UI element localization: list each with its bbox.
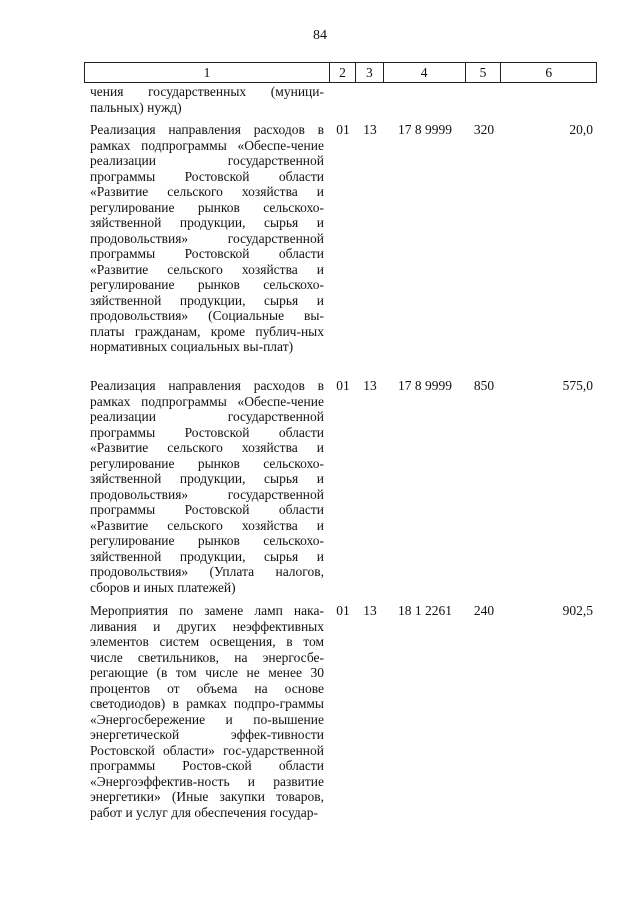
row-amount: 575,0 bbox=[562, 378, 593, 393]
header-col-5: 5 bbox=[466, 63, 502, 82]
row-description: чения государственных (муници-пальных) нужд) bbox=[90, 84, 324, 115]
row-expense-type bbox=[466, 84, 502, 122]
row-target-code: 17 8 9999 bbox=[398, 378, 452, 393]
row-description: Реализация направления расходов в рамках подпрограммы «Обеспе-чение реализации государственной программы Ростовской области «Развитие сельского хозяйства и регулирование рынков сельскохо-зяйственной продукции, сырья и продовольствия» государственной программы Ростовской области «Развитие сельского хозяйства и регулирование рынков сельскохо-зяйственной продукции, сырья и продовольствия» (Уплата налогов, сборов и иных платежей) bbox=[90, 378, 324, 595]
row-target-code: 17 8 9999 bbox=[398, 122, 452, 137]
row-amount: 902,5 bbox=[562, 603, 593, 618]
row-section: 01 bbox=[336, 603, 350, 618]
row-section: 01 bbox=[336, 122, 350, 137]
table-row bbox=[84, 84, 597, 122]
row-description: Реализация направления расходов в рамках подпрограммы «Обеспе-чение реализации государственной программы Ростовской области «Развитие сельского хозяйства и регулирование рынков сельскохо-зяйственной продукции, сырья и продовольствия» государственной программы Ростовской области «Развитие сельского хозяйства и регулирование рынков сельскохо-зяйственной продукции, сырья и продовольствия» (Социальные вы-платы гражданам, кроме публич-ных нормативных социальных вы-плат) bbox=[90, 122, 324, 354]
row-subsection: 13 bbox=[363, 378, 377, 393]
row-section: 01 bbox=[336, 378, 350, 393]
row-subsection bbox=[356, 84, 384, 122]
row-description: Мероприятия по замене ламп нака-ливания и других неэффективных элементов систем освещения, в том числе светильников, на энергосбе-регающие (в том числе не менее 30 процентов от объема на основе светодиодов) в рамках подпро-граммы «Энергосбережение и по-вышение энергетической эффек-тивности Ростовской области» гос-ударственной программы Ростов-ской области «Энергоэффектив-ность и развитие энергетики» (Иные закупки товаров, работ и услуг для обеспечения государ- bbox=[90, 603, 324, 820]
table-header-row bbox=[84, 62, 597, 83]
header-col-1: 1 bbox=[85, 63, 330, 82]
table-row bbox=[84, 603, 597, 848]
header-col-2: 2 bbox=[330, 63, 356, 82]
page-number: 84 bbox=[313, 28, 327, 43]
row-subsection: 13 bbox=[363, 122, 377, 137]
row-section bbox=[330, 84, 356, 122]
row-subsection: 13 bbox=[363, 603, 377, 618]
table-row bbox=[84, 122, 597, 378]
header-col-4: 4 bbox=[384, 63, 466, 82]
row-amount: 20,0 bbox=[569, 122, 593, 137]
row-target-code bbox=[384, 84, 466, 122]
table-row bbox=[84, 378, 597, 603]
row-target-code: 18 1 2261 bbox=[398, 603, 452, 618]
row-amount bbox=[502, 84, 597, 122]
table-body bbox=[84, 84, 597, 848]
row-expense-type: 240 bbox=[473, 603, 495, 618]
row-expense-type: 850 bbox=[473, 378, 495, 393]
header-col-6: 6 bbox=[545, 65, 553, 80]
row-expense-type: 320 bbox=[473, 122, 495, 137]
header-col-3: 3 bbox=[356, 63, 384, 82]
